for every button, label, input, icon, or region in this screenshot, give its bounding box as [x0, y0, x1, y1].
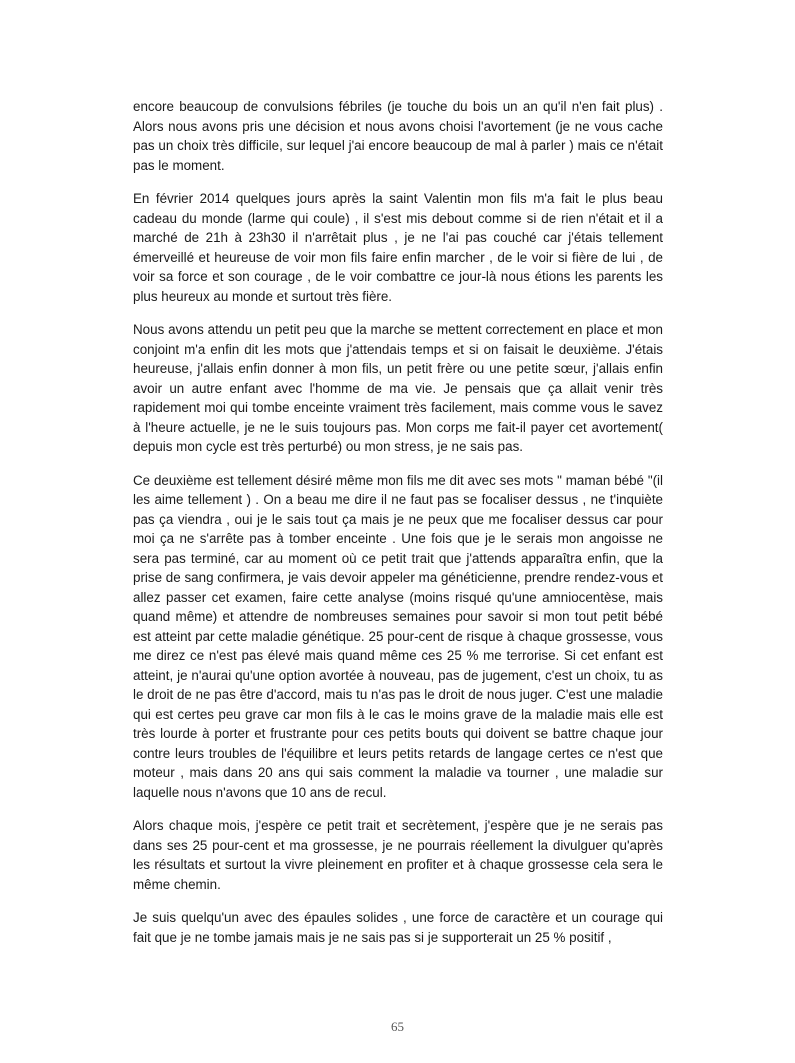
paragraph: Je suis quelqu'un avec des épaules solides , une force de caractère et un courage qui fait que je ne tombe jamais mais je ne sais pas si je supporterait un 25 % positif , [133, 910, 663, 945]
paragraph: Ce deuxième est tellement désiré même mon fils me dit avec ses mots " maman bébé "(il les aime tellement ) . On a beau me dire il ne faut pas se focaliser dessus , ne t'inquiète pas ça viendra , oui je le sais tout ça mais je ne peux que me focaliser dessus car pour moi ça ne s'arrête pas à tomber enceinte . Une fois que je le serais mon angoisse ne sera pas terminé, car au moment où ce petit trait que j'attends apparaîtra enfin, que la prise de sang confirmera, je vais devoir appeler ma généticienne, prendre rendez-vous et allez passer cet examen, faire cette analyse (moins risqué qu'une amniocentèse, mais quand même) et attendre de nombreuses semaines pour savoir si mon tout petit bébé est atteint par cette maladie génétique. 25 pour-cent de risque à chaque grossesse, vous me direz ce n'est pas élevé mais quand même ces 25 % me terrorise. Si cet enfant est atteint, je n'aurai qu'une option avortée à nouveau, pas de jugement, c'est un choix, tu as le droit de ne pas être d'accord, mais tu n'as pas le droit de nous juger. C'est une maladie qui est certes peu grave car mon fils à le cas le moins grave de la maladie mais elle est très lourde à porter et frustrante pour ces petits bouts qui doivent se battre chaque jour contre leurs troubles de l'équilibre et leurs petits retards de langage certes ce n'est que moteur , mais dans 20 ans qui sais comment la maladie va tourner , une maladie sur laquelle nous n'avons que 10 ans de recul. [133, 472, 663, 800]
page-number: 65 [391, 1019, 404, 1034]
paragraph: encore beaucoup de convulsions fébriles (je touche du bois un an qu'il n'en fait plus) . Alors nous avons pris une décision et nous avons choisi l'avortement (je ne vous cache pas un choix très difficile, sur lequel j'ai encore beaucoup de mal à parler ) mais ce n'était pas le moment. [133, 99, 663, 173]
body-text [133, 97, 663, 961]
paragraph: En février 2014 quelques jours après la saint Valentin mon fils m'a fait le plus beau cadeau du monde (larme qui coule) , il s'est mis debout comme si de rien n'était et il a marché de 21h à 23h30 il n'arrêtait plus , je ne l'ai pas couché car j'étais tellement émerveillé et heureuse de voir mon fils faire enfin marcher , de le voir si fière de lui , de voir sa force et son courage , de le voir combattre ce jour-là nous étions les parents les plus heureux au monde et surtout très fière. [133, 191, 663, 304]
paragraph: Alors chaque mois, j'espère ce petit trait et secrètement, j'espère que je ne serais pas dans ses 25 pour-cent et ma grossesse, je ne pourrais réellement la divulguer qu'après les résultats et surtout la vivre pleinement en profiter et à chaque grossesse cela sera le même chemin. [133, 818, 663, 892]
paragraph: Nous avons attendu un petit peu que la marche se mettent correctement en place et mon conjoint m'a enfin dit les mots que j'attendais temps et si on faisait le deuxième. J'étais heureuse, j'allais enfin donner à mon fils, un petit frère ou une petite sœur, j'allais enfin avoir un autre enfant avec l'homme de ma vie. Je pensais que ça allait venir très rapidement moi qui tombe enceinte vraiment très facilement, mais comme vous le savez à l'heure actuelle, je ne le suis toujours pas. Mon corps me fait-il payer cet avortement( depuis mon cycle est très perturbé) ou mon stress, je ne sais pas. [133, 322, 663, 454]
